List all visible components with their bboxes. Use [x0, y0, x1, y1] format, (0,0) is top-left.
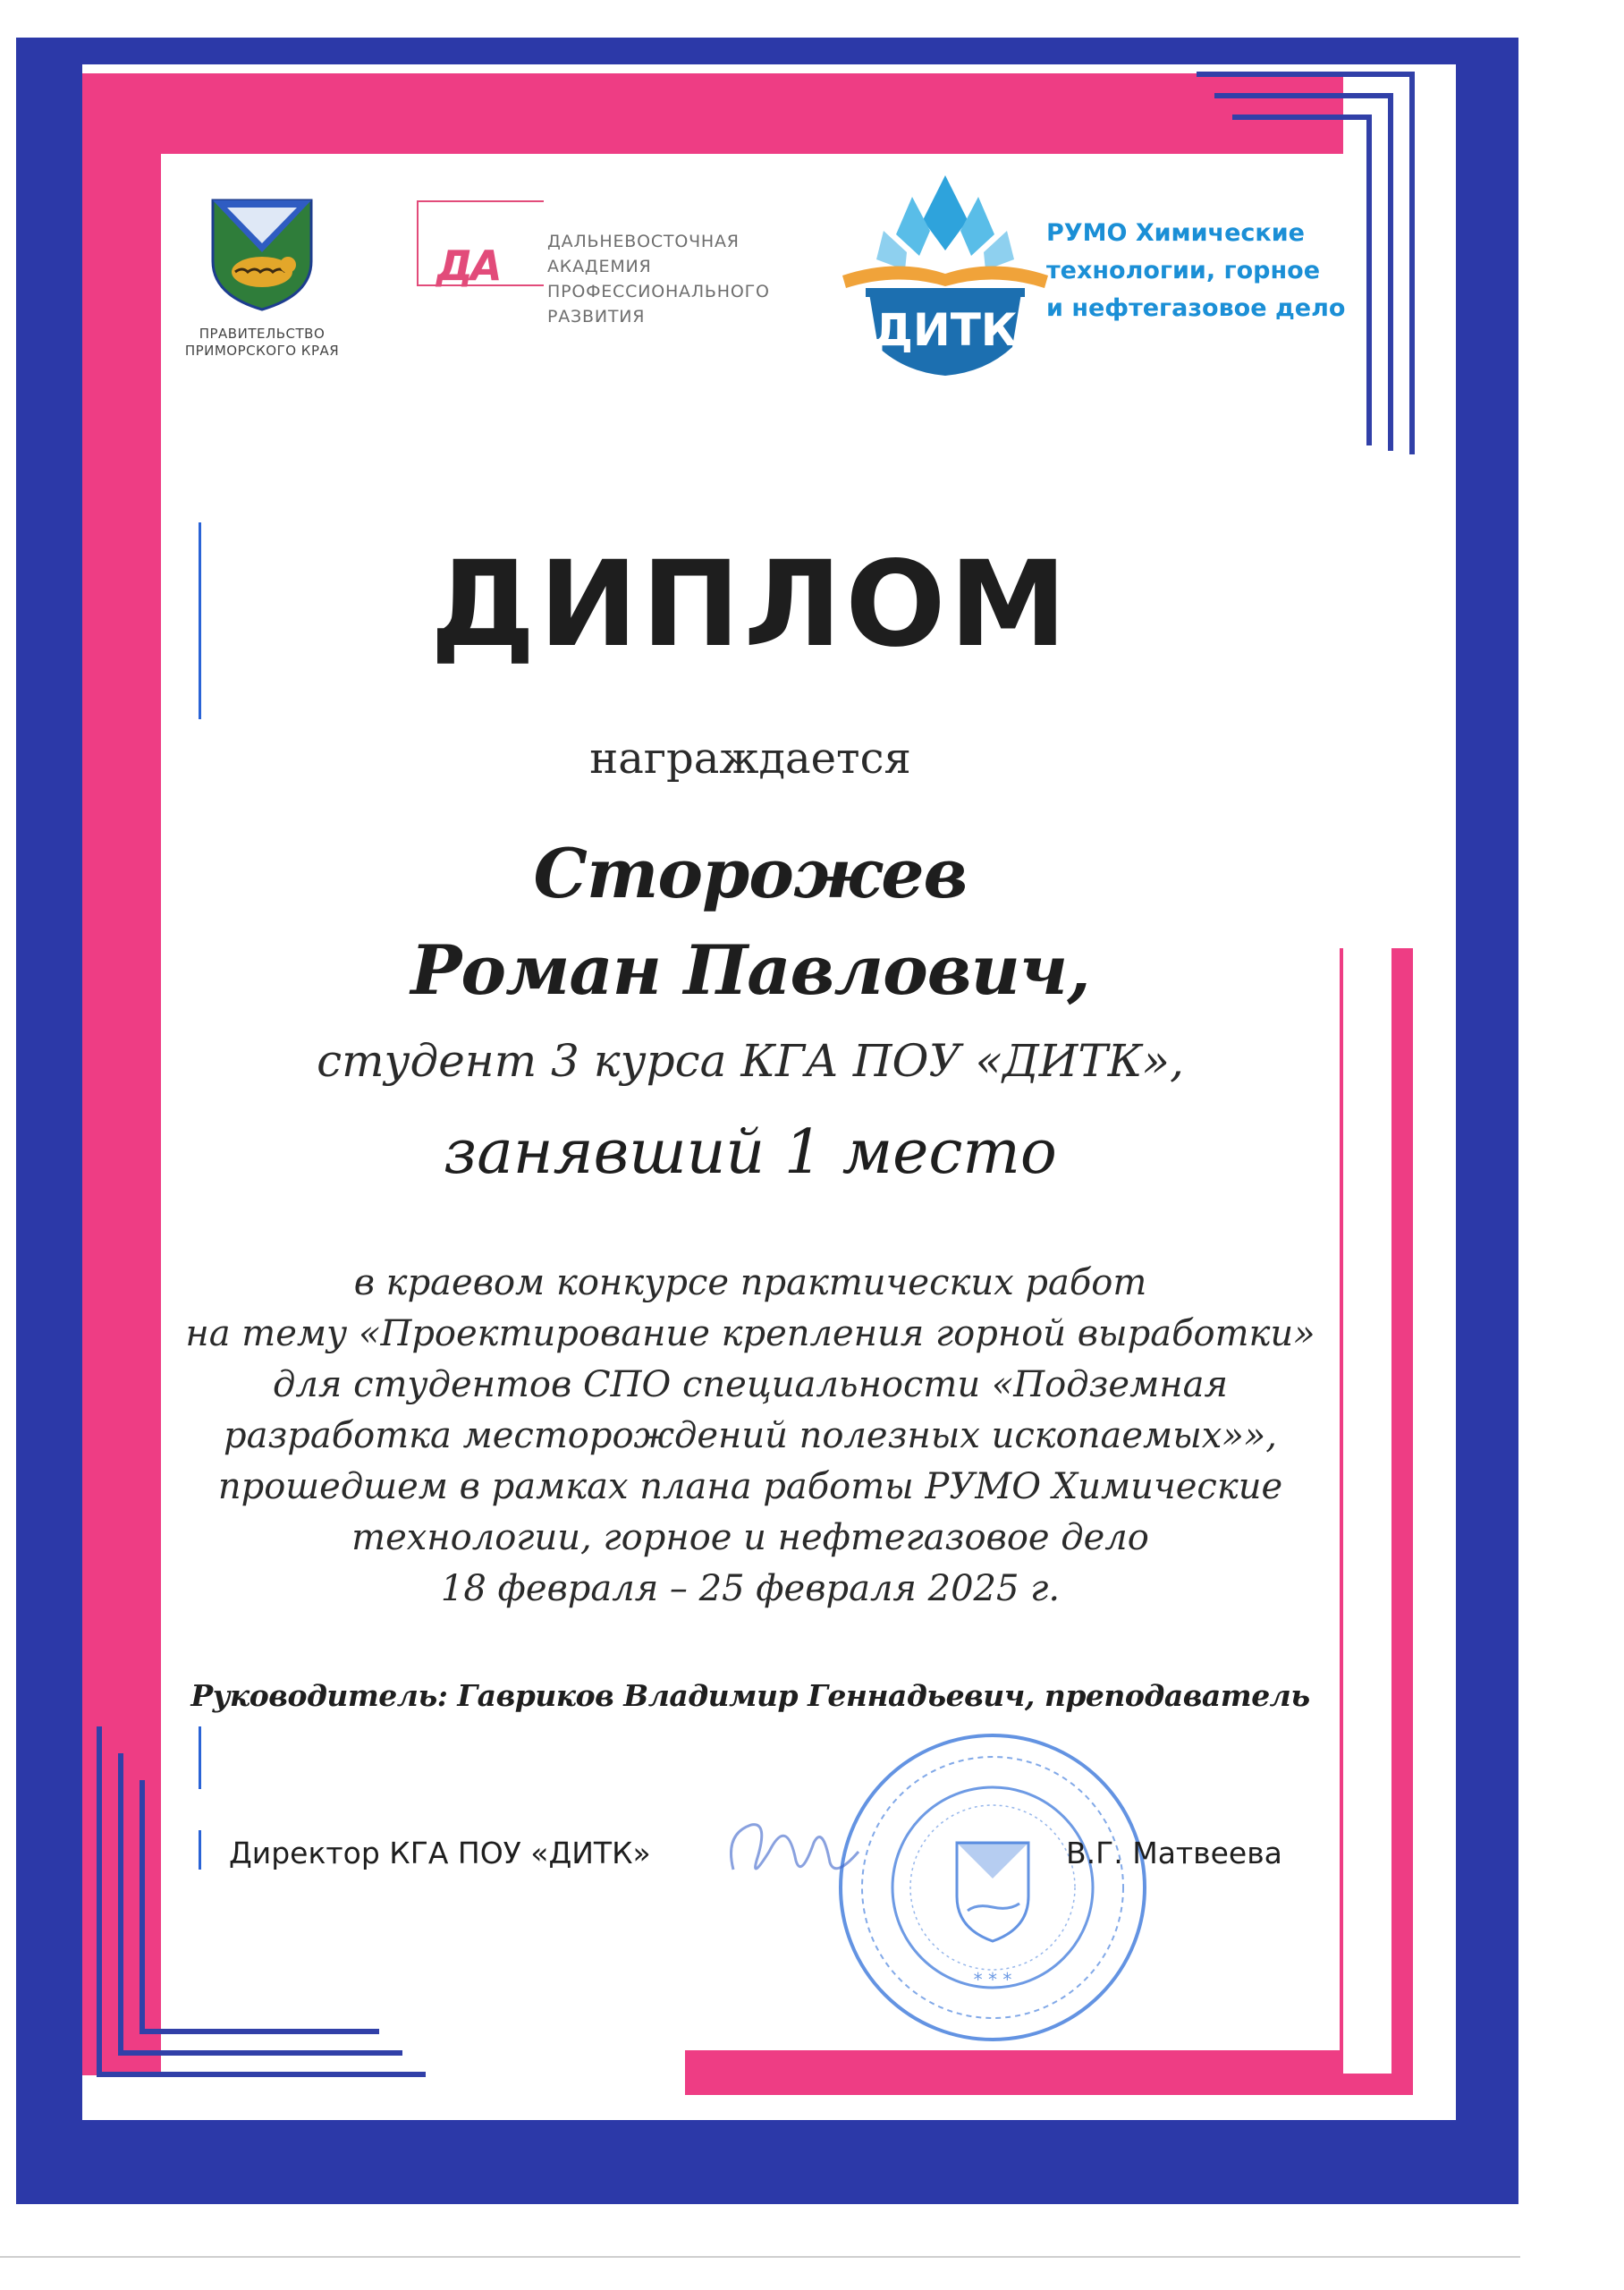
supervisor-line: Руководитель: Гавриков Владимир Геннадьевич, преподаватель	[190, 1678, 1310, 1713]
pink-strip-right	[1391, 948, 1413, 2095]
body-line: на тему «Проектирование крепления горной выработки»	[185, 1313, 1315, 1354]
rumo-line1: РУМО Химические	[1046, 219, 1305, 247]
official-stamp	[832, 1726, 1154, 2048]
body-line: в краевом конкурсе практических работ	[353, 1262, 1147, 1303]
rumo-line3: и нефтегазовое дело	[1046, 294, 1346, 322]
certificate-body	[161, 154, 1340, 2050]
ditk-logo	[833, 168, 1057, 383]
dak-line1: ДАЛЬНЕВОСТОЧНАЯ	[547, 232, 740, 251]
corner-lines-top-right-2v	[1388, 93, 1393, 451]
dak-line3: ПРОФЕССИОНАЛЬНОГО	[547, 282, 770, 301]
director-name: В.Г. Матвеева	[1066, 1836, 1282, 1870]
handwritten-signature	[715, 1798, 876, 1896]
recipient-surname: Сторожев	[533, 834, 968, 913]
rumo-caption	[1046, 215, 1350, 327]
place-awarded: занявший 1 место	[444, 1117, 1057, 1188]
corner-lines-bottom-left-3	[140, 2029, 379, 2034]
body-line: технологии, горное и нефтегазовое дело	[351, 1517, 1149, 1558]
corner-lines-bottom-left-3v	[140, 1780, 145, 2034]
dak-line2: АКАДЕМИЯ	[547, 257, 652, 276]
gov-caption-line1: ПРАВИТЕЛЬСТВО	[199, 326, 326, 342]
ditk-logo-text: ДИТК	[873, 304, 1018, 356]
corner-lines-bottom-left-1v	[97, 1726, 102, 2077]
svg-text:* * *: * * *	[973, 1969, 1012, 1990]
diploma-title: ДИПЛОМ	[430, 536, 1070, 674]
corner-lines-top-right-3v	[1366, 114, 1372, 445]
primorsky-government-logo	[184, 190, 340, 369]
rumo-line2: технологии, горное	[1046, 257, 1321, 284]
awarded-label: награждается	[589, 734, 911, 784]
corner-lines-bottom-left-2v	[118, 1753, 123, 2056]
accent-line-left-director	[199, 1830, 201, 1870]
corner-lines-top-right-3	[1232, 114, 1372, 120]
body-line: прошедшем в рамках плана работы РУМО Химические	[217, 1466, 1283, 1507]
corner-lines-bottom-left-1	[97, 2072, 426, 2077]
corner-lines-top-right-1	[1197, 72, 1415, 77]
pink-strip-bottom	[685, 2074, 1413, 2095]
corner-lines-bottom-left-2	[118, 2050, 402, 2056]
page-bottom-line	[0, 2256, 1520, 2258]
corner-lines-top-right-2	[1214, 93, 1393, 98]
signature-icon	[715, 1798, 876, 1896]
recipient-status: студент 3 курса КГА ПОУ «ДИТК»,	[317, 1035, 1184, 1087]
dak-logo	[417, 200, 810, 344]
dak-logo-mark: ДА	[436, 242, 500, 290]
coat-of-arms-icon	[195, 190, 329, 315]
dak-line4: РАЗВИТИЯ	[547, 307, 646, 327]
body-line: разработка месторождений полезных ископаемых»»,	[224, 1415, 1277, 1456]
body-line: для студентов СПО специальности «Подземная	[273, 1364, 1228, 1405]
body-line: 18 февраля – 25 февраля 2025 г.	[440, 1568, 1061, 1609]
accent-line-left-mid	[199, 1726, 201, 1789]
director-label: Директор КГА ПОУ «ДИТК»	[229, 1836, 651, 1870]
bottom-white-gap	[161, 2050, 685, 2120]
corner-lines-top-right-1v	[1409, 72, 1415, 454]
dak-logo-text	[547, 229, 770, 329]
ditk-emblem-icon	[833, 168, 1057, 383]
gov-caption-line2: ПРИМОРСКОГО КРАЯ	[184, 343, 340, 359]
recipient-name: Роман Павлович,	[410, 930, 1090, 1010]
stamp-icon	[832, 1726, 1154, 2048]
